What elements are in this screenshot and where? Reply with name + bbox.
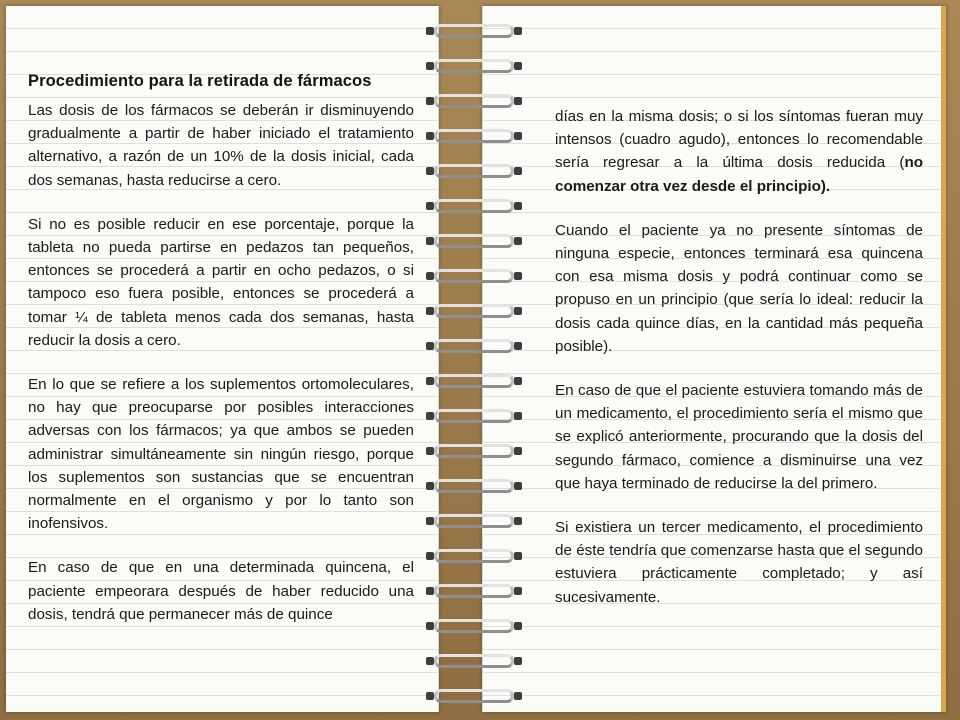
spiral-coil: [426, 473, 522, 503]
spiral-coil: [426, 88, 522, 118]
paragraph: Si existiera un tercer medicamento, el procedimiento de éste tendría que comenzarse hasta que el segundo estuviera prácticamente completado; y así sucesivamente.: [555, 519, 923, 606]
paragraph: En lo que se refiere a los suplementos ortomoleculares, no hay que preocuparse por posibles interacciones adversas con los fármacos; ya que ambos se pueden administrar simultáneamente sin ningún riesgo, porque los suplementos son sustancias que se encuentran normalmente en el organismo y por lo tanto son inofensivos.: [28, 376, 414, 533]
spiral-coil: [426, 298, 522, 328]
spiral-coil: [426, 158, 522, 188]
left-page-content: [28, 72, 414, 647]
spiral-coil: [426, 333, 522, 363]
paragraph: [555, 105, 923, 198]
spiral-coil: [426, 683, 522, 713]
spiral-coil: [426, 438, 522, 468]
spiral-binding: [426, 0, 526, 720]
paragraph: Cuando el paciente ya no presente síntomas de ninguna especie, entonces terminará esa quincena con esa misma dosis y podrá continuar como se propuso en un principio (que sería lo ideal: reducir la dosis cada quince días, en la cantidad más pequeña posible).: [555, 221, 923, 355]
right-page: [482, 6, 946, 712]
spiral-coil: [426, 613, 522, 643]
spiral-coil: [426, 123, 522, 153]
spiral-coil: [426, 263, 522, 293]
spiral-coil: [426, 193, 522, 223]
spiral-coil: [426, 578, 522, 608]
paragraph: En caso de que el paciente estuviera tomando más de un medicamento, el procedimiento sería el mismo que se explicó anteriormente, procurando que la dosis del segundo fármaco, comience a disminuirse una vez que haya terminado de reducirse la del primero.: [555, 382, 923, 492]
paragraph: En caso de que en una determinada quincena, el paciente empeorara después de haber reducido una dosis, tendrá que permanecer más de quince: [28, 559, 414, 623]
spiral-coil: [426, 403, 522, 433]
left-page: [6, 6, 439, 712]
spiral-coil: [426, 648, 522, 678]
spiral-coil: [426, 543, 522, 573]
paragraph: Si no es posible reducir en ese porcentaje, porque la tableta no pueda partirse en pedazos tan pequeños, entonces se procederá a partir en ocho pedazos, o si tampoco eso fuera posible, entonces se procederá a tomar ¼ de tableta menos cada dos semanas, hasta reducir la dosis a cero.: [28, 215, 414, 349]
page-title: Procedimiento para la retirada de fármacos: [28, 72, 372, 90]
spiral-coil: [426, 508, 522, 538]
spiral-coil: [426, 368, 522, 398]
bold-emphasis: no comenzar otra vez desde el principio).: [555, 154, 923, 195]
spiral-coil: [426, 228, 522, 258]
paragraph: Las dosis de los fármacos se deberán ir disminuyendo gradualmente a partir de haber iniciado el tratamiento alternativo, a razón de un 10% de la dosis inicial, cada dos semanas, hasta reducirse a cero.: [28, 102, 414, 189]
spiral-coil: [426, 18, 522, 48]
paragraph-text: días en la misma dosis; o si los síntomas fueran muy intensos (cuadro agudo), entonces lo recomendable sería regresar a la última dosis reducida (: [555, 108, 923, 172]
spiral-coil: [426, 53, 522, 83]
right-page-content: [555, 105, 923, 630]
